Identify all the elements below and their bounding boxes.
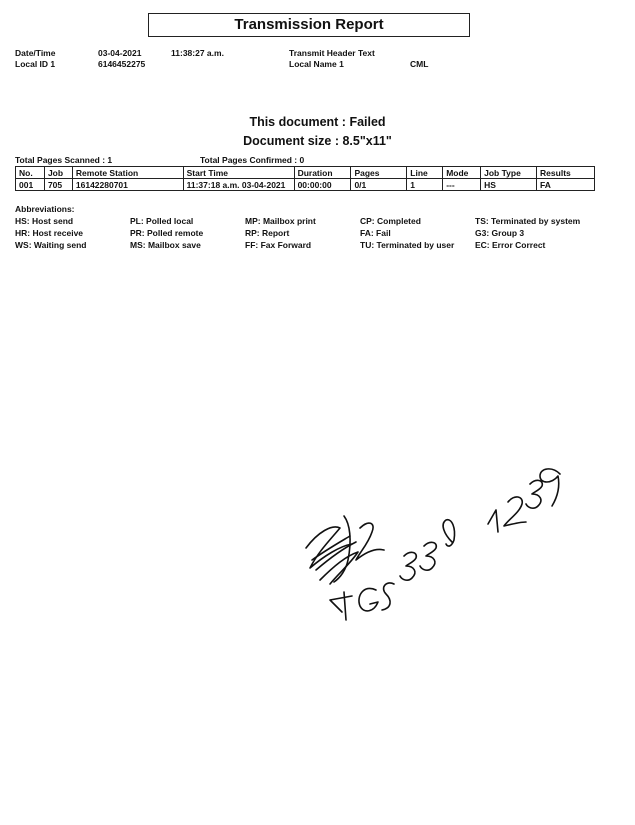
header-start-time: Start Time — [183, 167, 294, 179]
date-time-label: Date/Time — [15, 48, 56, 58]
abbreviations-title: Abbreviations: — [15, 204, 75, 214]
header-mode: Mode — [443, 167, 481, 179]
abbr-terminated-by-system: TS: Terminated by system — [475, 216, 581, 226]
abbr-waiting-send: WS: Waiting send — [15, 240, 87, 250]
header-pages: Pages — [351, 167, 407, 179]
scribble-initials — [306, 516, 384, 584]
handwritten-number — [330, 469, 560, 620]
document-size: Document size : 8.5"x11" — [243, 134, 392, 148]
document-status: This document : Failed — [249, 115, 386, 129]
local-name-label: Local Name 1 — [289, 59, 344, 69]
local-id-label: Local ID 1 — [15, 59, 56, 69]
cell-mode: --- — [443, 179, 481, 191]
header-job-type: Job Type — [481, 167, 537, 179]
abbr-report: RP: Report — [245, 228, 290, 238]
abbr-completed: CP: Completed — [360, 216, 421, 226]
abbr-host-receive: HR: Host receive — [15, 228, 84, 238]
abbr-mailbox-save: MS: Mailbox save — [130, 240, 201, 250]
cell-line: 1 — [407, 179, 443, 191]
abbr-group-3: G3: Group 3 — [475, 228, 525, 238]
time-value: 11:38:27 a.m. — [171, 48, 224, 58]
cell-pages: 0/1 — [351, 179, 407, 191]
total-pages-scanned: Total Pages Scanned : 1 — [15, 155, 113, 165]
total-pages-confirmed: Total Pages Confirmed : 0 — [200, 155, 305, 165]
abbr-fax-forward: FF: Fax Forward — [245, 240, 312, 250]
abbr-error-correct: EC: Error Correct — [475, 240, 546, 250]
report-title: Transmission Report — [148, 13, 470, 37]
abbr-terminated-by-user: TU: Terminated by user — [360, 240, 455, 250]
header-job: Job — [44, 167, 72, 179]
transmit-header-label: Transmit Header Text — [289, 48, 375, 58]
abbr-polled-remote: PR: Polled remote — [130, 228, 204, 238]
local-id-value: 6146452275 — [98, 59, 146, 69]
header-duration: Duration — [294, 167, 351, 179]
cell-results: FA — [537, 179, 595, 191]
abbr-polled-local: PL: Polled local — [130, 216, 194, 226]
header-results: Results — [537, 167, 595, 179]
header-no: No. — [16, 167, 45, 179]
cell-remote-station: 16142280701 — [72, 179, 183, 191]
cell-start-time: 11:37:18 a.m. 03-04-2021 — [183, 179, 294, 191]
cell-no: 001 — [16, 179, 45, 191]
header-line: Line — [407, 167, 443, 179]
header-remote-station: Remote Station — [72, 167, 183, 179]
abbr-fail: FA: Fail — [360, 228, 391, 238]
cell-job-type: HS — [481, 179, 537, 191]
local-name-value: CML — [410, 59, 429, 69]
abbr-mailbox-print: MP: Mailbox print — [245, 216, 316, 226]
cell-job: 705 — [44, 179, 72, 191]
abbr-host-send: HS: Host send — [15, 216, 74, 226]
date-value: 03-04-2021 — [98, 48, 142, 58]
cell-duration: 00:00:00 — [294, 179, 351, 191]
